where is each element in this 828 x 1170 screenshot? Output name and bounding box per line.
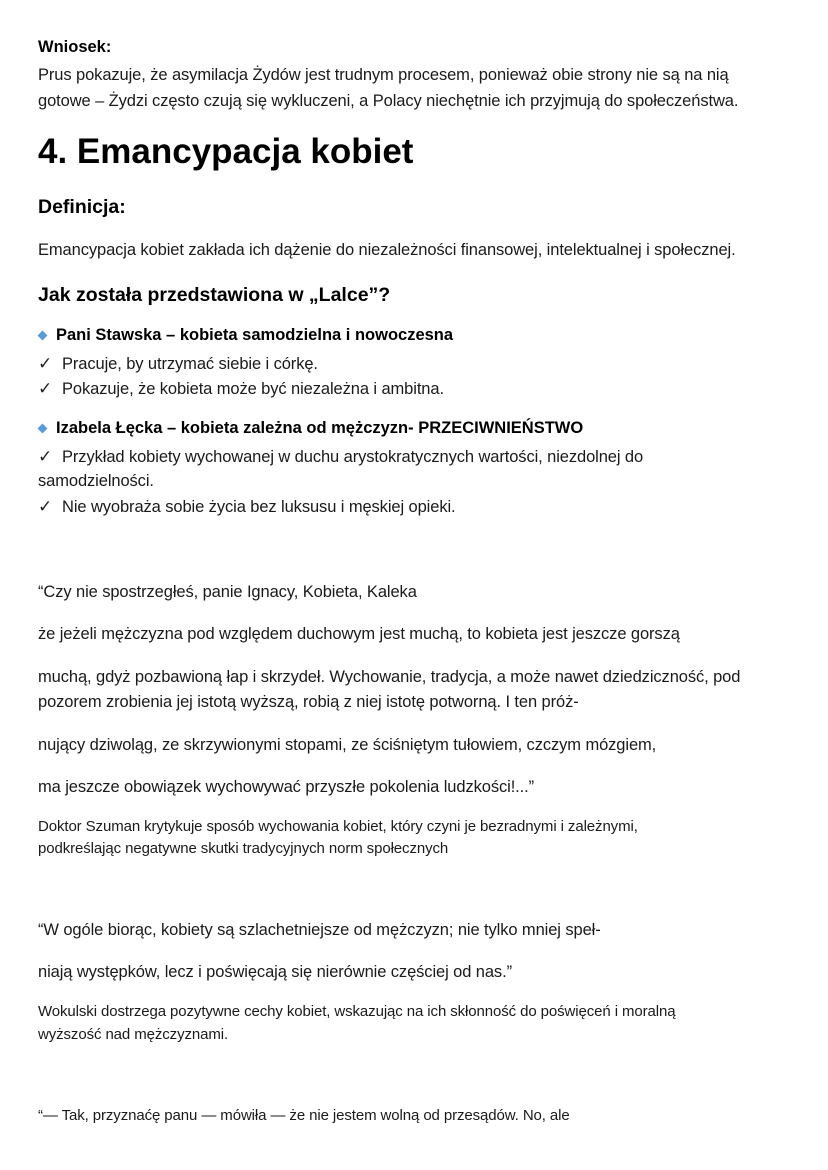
quote1-comment-1: Doktor Szuman krytykuje sposób wychowania kobiet, który czyni je bezradnymi i zależnymi, — [38, 818, 638, 835]
checkmark-icon: ✓ — [38, 447, 53, 466]
quote2-line-2: niają występków, lecz i poświęcają się nierównie częściej od nas.” — [38, 963, 512, 981]
quote2-comment-2: wyższość nad mężczyznami. — [38, 1026, 229, 1043]
checkmark-icon: ✓ — [38, 354, 53, 373]
bullet-heading-stawska — [34, 326, 453, 345]
list-item-continuation: samodzielności. — [38, 472, 154, 490]
list-item-text: Przykład kobiety wychowanej w duchu arystokratycznych wartości, niezdolnej do — [62, 448, 644, 466]
list-item — [38, 494, 456, 520]
list-item — [38, 351, 318, 377]
section-title: 4. Emancypacja kobiet — [38, 132, 414, 171]
list-item — [38, 444, 643, 470]
list-item — [38, 376, 444, 402]
checkmark-icon: ✓ — [38, 379, 53, 398]
diamond-icon — [38, 424, 48, 434]
quote1-line-6: ma jeszcze obowiązek wychowywać przyszłe pokolenia ludzkości!...” — [38, 778, 535, 796]
list-item-text: Pokazuje, że kobieta może być niezależna i ambitna. — [62, 380, 444, 398]
conclusion-label: Wniosek: — [38, 38, 112, 56]
quote1-line-2: że jeżeli mężczyzna pod względem duchowym jest muchą, to kobieta jest jeszcze gorszą — [38, 625, 680, 643]
quote1-line-4: pozorem zrobienia jej istotą wyższą, robią z niej istotę potworną. I ten próż- — [38, 693, 579, 711]
quote1-comment-2: podkreślając negatywne skutki tradycyjnych norm społecznych — [38, 840, 449, 857]
conclusion-line-2: gotowe – Żydzi często czują się wykluczeni, a Polacy niechętnie ich przyjmują do społeczeństwa. — [38, 92, 739, 110]
bullet-title: Pani Stawska – kobieta samodzielna i nowoczesna — [56, 326, 454, 344]
bullet-title: Izabela Łęcka – kobieta zależna od mężczyzn- PRZECIWNIEŃSTWO — [56, 419, 584, 437]
quote1-line-1: “Czy nie spostrzegłeś, panie Ignacy, Kobieta, Kaleka — [38, 583, 417, 601]
definition-text: Emancypacja kobiet zakłada ich dążenie do niezależności finansowej, intelektualnej i społecznej. — [38, 241, 736, 259]
quote1-line-3: muchą, gdyż pozbawioną łap i skrzydeł. Wychowanie, tradycja, a może nawet dziedziczność, pod — [38, 668, 741, 686]
quote3-line: “— Tak, przyznaćę panu — mówiła — że nie jestem wolną od przesądów. No, ale — [38, 1107, 570, 1124]
checkmark-icon: ✓ — [38, 497, 53, 516]
question-heading: Jak została przedstawiona w „Lalce”? — [38, 284, 391, 306]
definition-heading: Definicja: — [38, 196, 126, 218]
list-item-text: Pracuje, by utrzymać siebie i córkę. — [62, 355, 318, 373]
quote1-line-5: nujący dziwoląg, ze skrzywionymi stopami, ze ściśniętym tułowiem, czczym mózgiem, — [38, 736, 657, 754]
quote2-line-1: “W ogóle biorąc, kobiety są szlachetniejsze od mężczyzn; nie tylko mniej speł- — [38, 921, 601, 939]
diamond-icon — [38, 331, 48, 341]
bullet-heading-lecka — [34, 419, 583, 438]
list-item-text: Nie wyobraża sobie życia bez luksusu i męskiej opieki. — [62, 498, 456, 516]
quote2-comment-1: Wokulski dostrzega pozytywne cechy kobiet, wskazując na ich skłonność do poświęceń i moralną — [38, 1003, 676, 1020]
conclusion-line-1: Prus pokazuje, że asymilacja Żydów jest trudnym procesem, ponieważ obie strony nie są na nią — [38, 66, 729, 84]
